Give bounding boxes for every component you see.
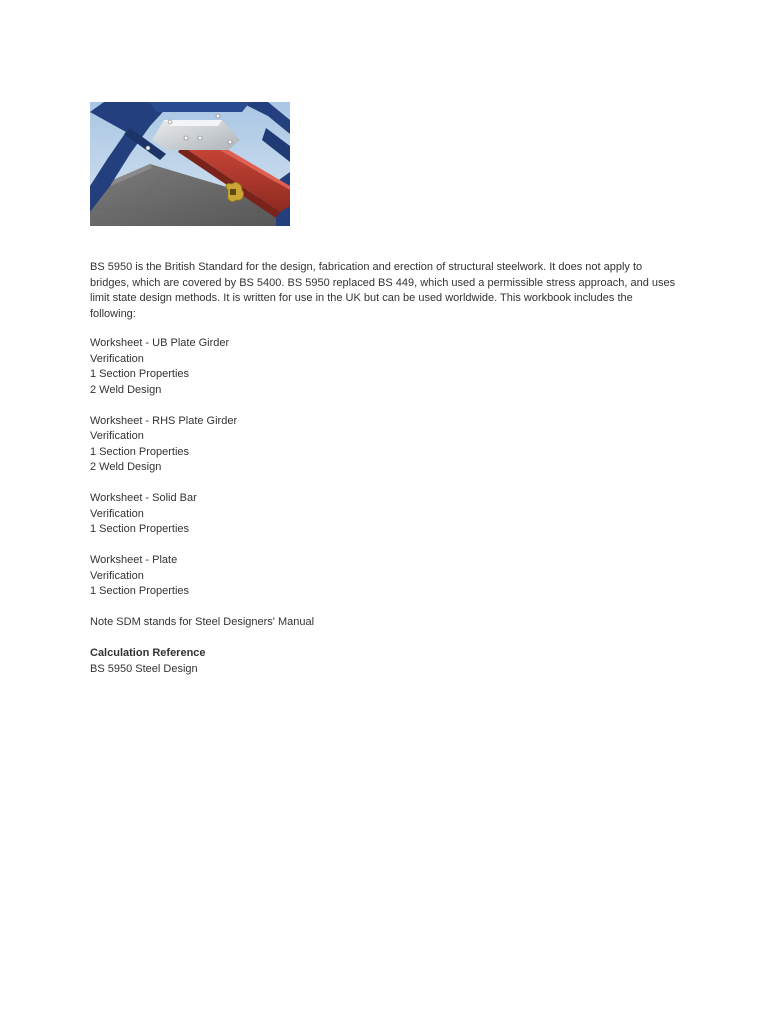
worksheet-section-rhs-plate-girder — [90, 414, 680, 476]
intro-paragraph: BS 5950 is the British Standard for the design, fabrication and erection of structural steelwork. It does not apply to bridges, which are covered by BS 5400. BS 5950 replaced BS 449, which used a permissible stress approach, and uses limit state design methods. It is written for use in the UK but can be used worldwide. This workbook includes the following: — [90, 261, 676, 320]
worksheet-item: 2 Weld Design — [90, 383, 162, 396]
worksheet-subtitle: Verification — [90, 569, 144, 582]
worksheet-section-solid-bar — [90, 491, 680, 538]
worksheet-section-ub-plate-girder — [90, 336, 680, 398]
worksheet-subtitle: Verification — [90, 352, 144, 365]
sdm-note: Note SDM stands for Steel Designers' Manual — [90, 616, 315, 628]
steel-connection-image — [90, 102, 290, 226]
worksheet-item: 1 Section Properties — [90, 523, 190, 535]
worksheet-title: Worksheet - Solid Bar — [90, 492, 197, 504]
worksheet-title: Worksheet - RHS Plate Girder — [90, 414, 238, 427]
worksheet-subtitle: Verification — [90, 430, 144, 442]
calculation-reference-heading: Calculation Reference — [90, 647, 206, 659]
calculation-reference — [90, 646, 680, 677]
calculation-reference-value: BS 5950 Steel Design — [90, 662, 198, 675]
worksheet-subtitle: Verification — [90, 507, 144, 520]
document-page — [90, 102, 680, 693]
worksheet-item: 1 Section Properties — [90, 585, 190, 597]
worksheet-item: 1 Section Properties — [90, 368, 190, 380]
worksheet-item: 1 Section Properties — [90, 445, 190, 458]
worksheet-item: 2 Weld Design — [90, 461, 162, 473]
worksheet-section-plate — [90, 553, 680, 600]
worksheet-title: Worksheet - Plate — [90, 554, 178, 566]
worksheet-title: Worksheet - UB Plate Girder — [90, 337, 230, 349]
